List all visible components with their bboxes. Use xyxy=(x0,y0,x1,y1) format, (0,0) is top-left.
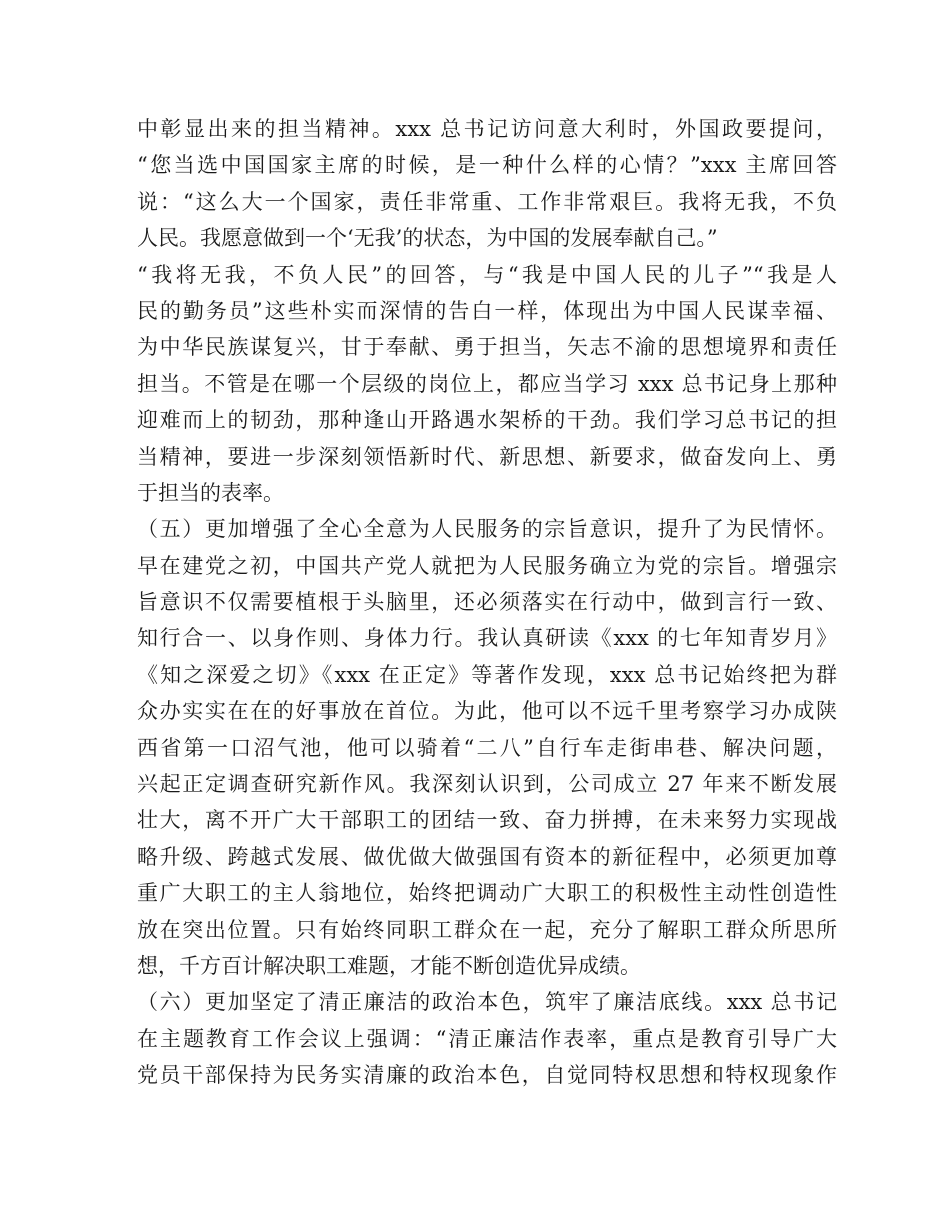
text-line: 西省第一口沼气池，他可以骑着“二八”自行车走街串巷、解决问题， xyxy=(137,735,837,760)
text-line: 放在突出位置。只有始终同职工群众在一起，充分了解职工群众所思所 xyxy=(137,917,837,942)
section-heading-6: （六）更加坚定了清正廉洁的政治本色，筑牢了廉洁底线。xxx 总书记 xyxy=(137,990,837,1015)
text-line: 为中华民族谋复兴，甘于奉献、勇于担当，矢志不渝的思想境界和责任 xyxy=(137,335,837,360)
text-line: 壮大，离不开广大干部职工的团结一致、奋力拼搏，在未来努力实现战 xyxy=(137,808,837,833)
text-line: 中彰显出来的担当精神。xxx 总书记访问意大利时，外国政要提问， xyxy=(137,117,837,141)
paragraph-end-line: 于担当的表率。 xyxy=(137,480,284,505)
paragraph-end-line: 想，千方百计解决职工难题，才能不断创造优异成绩。 xyxy=(137,953,641,978)
text-line: 民的勤务员”这些朴实而深情的告白一样，体现出为中国人民谋幸福、 xyxy=(137,298,837,323)
text-line: 迎难而上的韧劲，那种逢山开路遇水架桥的干劲。我们学习总书记的担 xyxy=(137,408,837,433)
text-line: 当精神，要进一步深刻领悟新时代、新思想、新要求，做奋发向上、勇 xyxy=(137,444,837,469)
text-line: “我将无我，不负人民”的回答，与“我是中国人民的儿子”“我是人 xyxy=(137,262,837,287)
text-line: 党员干部保持为民务实清廉的政治本色，自觉同特权思想和特权现象作 xyxy=(137,1063,837,1088)
text-line: 重广大职工的主人翁地位，始终把调动广大职工的积极性主动性创造性 xyxy=(137,881,837,906)
text-line: 人民。我愿意做到一个‘无我’的状态，为中国的发展奉献自己。” xyxy=(137,226,718,251)
text-line: “您当选中国国家主席的时候，是一种什么样的心情？”xxx 主席回答 xyxy=(137,153,837,178)
text-line: 担当。不管是在哪一个层级的岗位上，都应当学习 xxx 总书记身上那种 xyxy=(137,371,837,396)
text-line: 知行合一、以身作则、身体力行。我认真研读《xxx 的七年知青岁月》 xyxy=(137,626,837,651)
text-line: 《知之深爱之切》《xxx 在正定》等著作发现，xxx 总书记始终把为群 xyxy=(137,662,837,687)
text-line: 略升级、跨越式发展、做优做大做强国有资本的新征程中，必须更加尊 xyxy=(137,844,837,869)
document-body xyxy=(137,111,837,1094)
text-line: 说：“这么大一个国家，责任非常重、工作非常艰巨。我将无我，不负 xyxy=(137,189,837,214)
text-line: 旨意识不仅需要植根于头脑里，还必须落实在行动中，做到言行一致、 xyxy=(137,590,837,615)
text-line: 在主题教育工作会议上强调：“清正廉洁作表率，重点是教育引导广大 xyxy=(137,1026,837,1051)
text-line: 早在建党之初，中国共产党人就把为人民服务确立为党的宗旨。增强宗 xyxy=(137,553,837,578)
text-line: 兴起正定调查研究新作风。我深刻认识到，公司成立 27 年来不断发展 xyxy=(137,772,837,797)
text-line: 众办实实在在的好事放在首位。为此，他可以不远千里考察学习办成陕 xyxy=(137,699,837,724)
section-heading-5: （五）更加增强了全心全意为人民服务的宗旨意识，提升了为民情怀。 xyxy=(137,517,837,542)
